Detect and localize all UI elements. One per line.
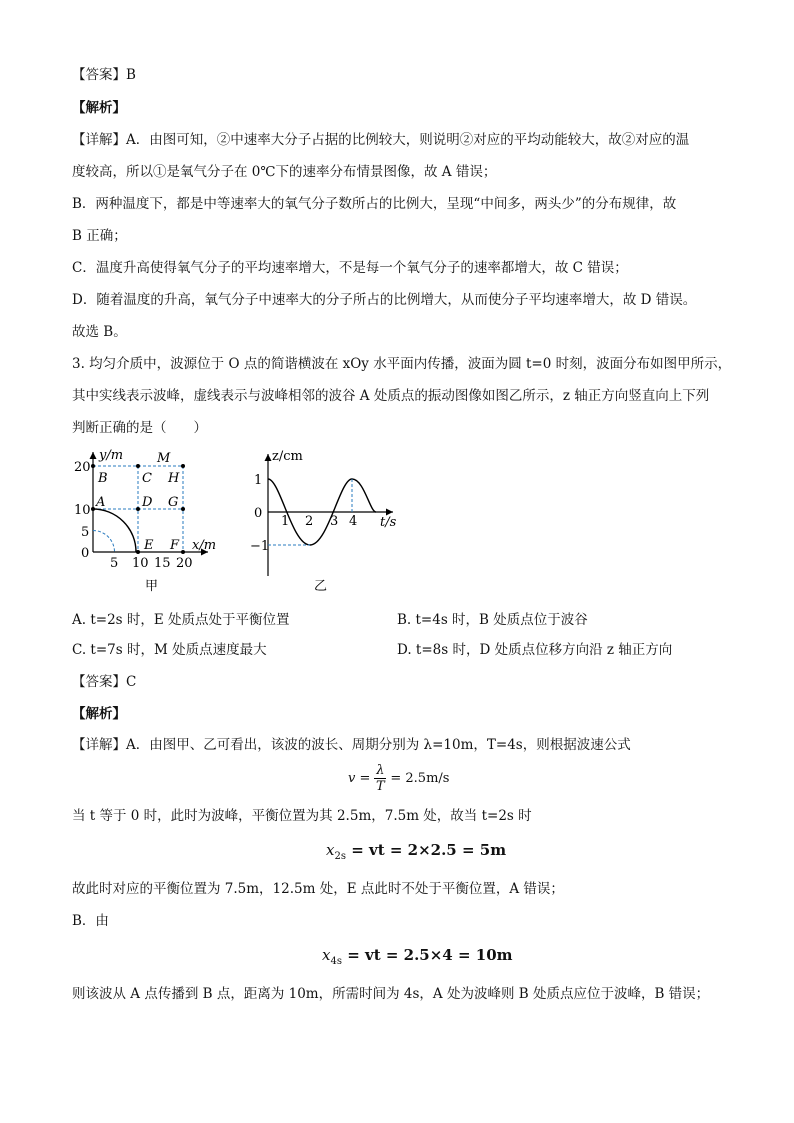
explain-line: 则该波从 A 点传播到 B 点，距离为 10m，所需时间为 4s，A 处为波峰则 B 处质点应位于波峰，B 错误； [72,986,710,1002]
figure-caption-yi: 乙 [314,579,328,594]
point-label-g: G [168,495,179,510]
eq-denominator: T [376,778,385,794]
point-label-h: H [168,471,180,486]
explain-line: B 正确； [72,228,127,244]
x-tick: 15 [154,556,171,571]
explain-line: 当 t 等于 0 时，此时为波峰，平衡位置为其 2.5m，7.5m 处，故当 t=2s 时 [72,808,532,824]
explain-line: 度较高，所以①是氧气分子在 0℃下的速率分布情景图像，故 A 错误； [72,164,497,180]
y-axis-label: y/m [99,448,124,463]
x-axis-label: x/m [192,538,217,553]
answer-line-2 [72,673,136,691]
point-label-e: E [144,538,154,553]
figure-caption-jia: 甲 [145,579,159,594]
x-tick: 10 [132,556,149,571]
z-tick: 1 [254,473,263,488]
option-d: D. t=8s 时，D 处质点位移方向沿 z 轴正方向 [397,642,673,658]
question-stem: 判断正确的是（ ） [72,420,207,436]
y-tick: 20 [74,460,91,475]
explain-line: 故选 B。 [72,324,127,340]
analysis-tag-2: 【解析】 [72,706,126,722]
equation-x2s [326,841,506,862]
eq-rhs: = vt = 2×2.5 = 5m [345,841,507,859]
figure-jia [68,446,238,596]
analysis-tag-1: 【解析】 [72,100,126,116]
explain-line: D．随着温度的升高，氧气分子中速率大的分子所占的比例增大，从而使分子平均速率增大，故 D 错误。 [72,292,697,308]
t-tick: 1 [281,514,290,529]
t-axis-label: t/s [380,515,397,530]
eq-subscript: 2s [334,851,346,862]
answer-line-1 [72,66,136,84]
question-stem: 其中实线表示波峰，虚线表示与波峰相邻的波谷 A 处质点的振动图像如图乙所示，z 轴正方向竖直向上下列 [72,388,710,404]
option-a: A. t=2s 时，E 处质点处于平衡位置 [72,612,290,628]
eq-numerator: λ [376,762,385,778]
point-label-f: F [170,538,180,553]
x-tick: 20 [176,556,193,571]
point-label-b: B [98,471,108,486]
y-tick: 10 [74,503,91,518]
point-label-m: M [157,451,171,466]
explain-line: C．温度升高使得氧气分子的平均速率增大，不是每一个氧气分子的速率都增大，故 C 错误； [72,260,628,276]
y-tick: 5 [81,525,90,540]
option-b: B. t=4s 时，B 处质点位于波谷 [397,612,588,628]
t-tick: 3 [330,514,339,529]
answer-value: B [126,67,136,83]
crest-arc [93,509,136,552]
option-c: C. t=7s 时，M 处质点速度最大 [72,642,267,658]
point-label-d: D [142,495,153,510]
explain-line: B．两种温度下，都是中等速率大的氧气分子数所占的比例大，呈现“中间多，两头少”的分布规律，故 [72,196,677,212]
equation-x4s [322,946,513,967]
question-stem: 3. 均匀介质中，波源位于 O 点的简谐横波在 xOy 水平面内传播，波面为圆 t=0 时刻，波面分布如图甲所示， [72,356,732,372]
eq-v: v = [348,770,371,786]
explain-line: 故此时对应的平衡位置为 7.5m，12.5m 处，E 点此时不处于平衡位置，A 错误； [72,881,564,897]
figure-yi [250,446,410,596]
answer-tag: 【答案】 [72,674,126,690]
explain-line: 【详解】A．由图可知，②中速率大分子占据的比例较大，则说明②对应的平均动能较大，故②对应的温 [72,132,690,148]
t-tick: 2 [305,514,314,529]
t-tick: 4 [349,514,358,529]
eq-rhs: = 2.5m/s [390,770,450,786]
z-tick: 0 [254,506,263,521]
answer-tag: 【答案】 [72,67,126,83]
z-axis-label: z/cm [272,449,303,464]
equation-wave-speed [348,758,449,798]
y-tick: 0 [81,546,90,561]
answer-value: C [126,674,137,690]
eq-x: x [322,946,331,964]
explain-line: B．由 [72,913,109,929]
eq-x: x [326,841,335,859]
z-tick: −1 [250,539,270,554]
explain-line: 【详解】A．由图甲、乙可看出，该波的波长、周期分别为 λ=10m，T=4s，则根据波速公式 [72,737,631,753]
point-label-c: C [142,471,152,486]
x-tick: 5 [110,556,119,571]
point-label-a: A [96,495,106,510]
eq-subscript: 4s [330,956,342,967]
eq-rhs: = vt = 2.5×4 = 10m [341,946,513,964]
